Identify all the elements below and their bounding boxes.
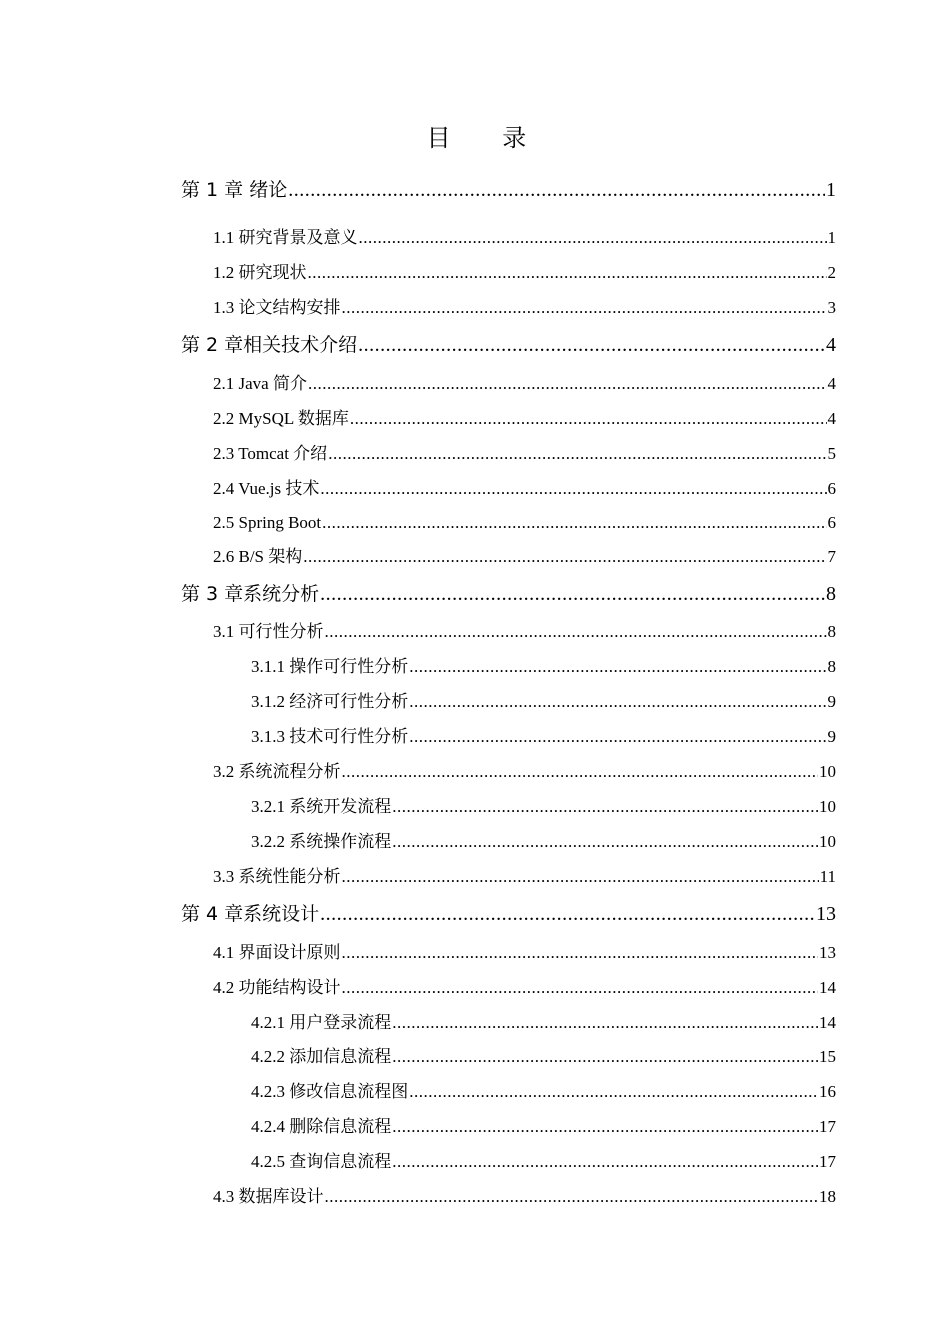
toc-entry-label: 2.6 B/S 架构 <box>213 547 303 566</box>
toc-page-number: 7 <box>827 547 836 566</box>
dot-leader <box>342 941 819 965</box>
toc-section-entry[interactable] <box>213 620 836 644</box>
dot-leader <box>328 442 826 466</box>
dot-leader <box>392 1115 818 1139</box>
toc-page-number: 8 <box>827 657 836 676</box>
toc-section-entry[interactable] <box>213 477 836 501</box>
dot-leader <box>409 690 826 714</box>
toc-entry-label: 4.2.4 删除信息流程 <box>251 1117 392 1136</box>
toc-page-number: 2 <box>827 263 836 282</box>
toc-entry-label: 1.1 研究背景及意义 <box>213 228 358 247</box>
toc-entry-label: 4.2.1 用户登录流程 <box>251 1013 392 1032</box>
dot-leader <box>342 296 827 320</box>
toc-page-number: 15 <box>819 1047 836 1066</box>
toc-section-entry[interactable] <box>213 226 836 250</box>
toc-page-number: 1 <box>827 228 836 247</box>
toc-entry-label: 2.3 Tomcat 介绍 <box>213 444 328 463</box>
toc-section-entry[interactable] <box>213 407 836 431</box>
toc-entry-label: 4.2 功能结构设计 <box>213 978 341 997</box>
dot-leader <box>320 477 826 501</box>
dot-leader <box>308 372 827 396</box>
toc-page-number: 4 <box>826 334 836 356</box>
toc-page-number: 10 <box>819 762 836 781</box>
dot-leader <box>320 580 825 608</box>
toc-entry-label: 3.1.2 经济可行性分析 <box>251 692 409 711</box>
toc-entry-label: 1.2 研究现状 <box>213 263 307 282</box>
toc-page-number: 4 <box>827 409 836 428</box>
toc-entry-label: 4.2.2 添加信息流程 <box>251 1047 392 1066</box>
toc-entry-label: 3.2.1 系统开发流程 <box>251 797 392 816</box>
toc-page-number: 10 <box>819 832 836 851</box>
toc-section-entry[interactable] <box>213 372 836 396</box>
toc-section-entry[interactable] <box>213 941 836 965</box>
toc-section-entry[interactable] <box>213 1185 836 1209</box>
toc-page-number: 8 <box>826 583 836 605</box>
dot-leader <box>320 900 815 928</box>
dot-leader <box>359 226 827 250</box>
toc-subsection-entry[interactable] <box>251 795 836 819</box>
toc-entry-label: 3.2.2 系统操作流程 <box>251 832 392 851</box>
toc-page-number: 6 <box>827 479 836 498</box>
toc-subsection-entry[interactable] <box>251 725 836 749</box>
dot-leader <box>392 1045 818 1069</box>
toc-page-number: 3 <box>827 298 836 317</box>
toc-page-number: 11 <box>819 867 836 886</box>
toc-page-number: 14 <box>819 1013 836 1032</box>
dot-leader <box>409 1080 818 1104</box>
toc-section-entry[interactable] <box>213 976 836 1000</box>
toc-page-number: 9 <box>827 727 836 746</box>
toc-entry-label: 4.2.5 查询信息流程 <box>251 1152 392 1171</box>
toc-entry-label: 3.2 系统流程分析 <box>213 762 341 781</box>
toc-entry-label: 2.4 Vue.js 技术 <box>213 479 320 498</box>
toc-section-entry[interactable] <box>213 511 836 535</box>
toc-entry-label: 第 4 章系统设计 <box>181 903 320 925</box>
toc-title: 目 录 <box>426 124 549 152</box>
toc-page-number: 10 <box>819 797 836 816</box>
toc-page-number: 1 <box>826 179 836 201</box>
toc-chapter-entry[interactable] <box>181 331 836 359</box>
toc-subsection-entry[interactable] <box>251 1011 836 1035</box>
toc-entry-label: 4.2.3 修改信息流程图 <box>251 1082 409 1101</box>
dot-leader <box>358 331 825 359</box>
toc-entry-label: 4.1 界面设计原则 <box>213 943 341 962</box>
dot-leader <box>325 620 827 644</box>
dot-leader <box>342 865 819 889</box>
toc-page-number: 9 <box>827 692 836 711</box>
toc-section-entry[interactable] <box>213 760 836 784</box>
toc-page-number: 8 <box>827 622 836 641</box>
toc-entry-label: 3.1.3 技术可行性分析 <box>251 727 409 746</box>
toc-subsection-entry[interactable] <box>251 690 836 714</box>
dot-leader <box>342 760 819 784</box>
toc-entry-label: 3.1.1 操作可行性分析 <box>251 657 409 676</box>
toc-page-number: 13 <box>819 943 836 962</box>
toc-section-entry[interactable] <box>213 865 836 889</box>
toc-page-number: 18 <box>819 1187 836 1206</box>
toc-page-number: 17 <box>819 1117 836 1136</box>
toc-section-entry[interactable] <box>213 261 836 285</box>
dot-leader <box>322 511 826 535</box>
toc-subsection-entry[interactable] <box>251 1115 836 1139</box>
toc-page-number: 4 <box>827 374 836 393</box>
toc-section-entry[interactable] <box>213 442 836 466</box>
toc-subsection-entry[interactable] <box>251 830 836 854</box>
toc-section-entry[interactable] <box>213 545 836 569</box>
toc-entry-label: 第 2 章相关技术介绍 <box>181 334 358 356</box>
toc-subsection-entry[interactable] <box>251 1045 836 1069</box>
toc-section-entry[interactable] <box>213 296 836 320</box>
dot-leader <box>392 830 818 854</box>
toc-chapter-entry[interactable] <box>181 176 836 204</box>
toc-page-number: 5 <box>827 444 836 463</box>
toc-page-number: 6 <box>827 513 836 532</box>
toc-subsection-entry[interactable] <box>251 655 836 679</box>
dot-leader <box>409 725 826 749</box>
toc-subsection-entry[interactable] <box>251 1150 836 1174</box>
toc-page-number: 16 <box>819 1082 836 1101</box>
toc-subsection-entry[interactable] <box>251 1080 836 1104</box>
toc-entry-label: 2.2 MySQL 数据库 <box>213 409 349 428</box>
toc-entry-label: 3.1 可行性分析 <box>213 622 324 641</box>
toc-page-number: 13 <box>816 903 836 925</box>
dot-leader <box>350 407 827 431</box>
toc-entry-label: 3.3 系统性能分析 <box>213 867 341 886</box>
dot-leader <box>342 976 819 1000</box>
dot-leader <box>392 1150 818 1174</box>
toc-entry-label: 第 1 章 绪论 <box>181 179 288 201</box>
toc-entry-label: 4.3 数据库设计 <box>213 1187 324 1206</box>
dot-leader <box>392 795 818 819</box>
dot-leader <box>303 545 826 569</box>
dot-leader <box>325 1185 819 1209</box>
dot-leader <box>288 176 825 204</box>
toc-chapter-entry[interactable] <box>181 900 836 928</box>
toc-page-number: 17 <box>819 1152 836 1171</box>
dot-leader <box>409 655 826 679</box>
toc-page-number: 14 <box>819 978 836 997</box>
toc-entry-label: 第 3 章系统分析 <box>181 583 320 605</box>
toc-entry-label: 1.3 论文结构安排 <box>213 298 341 317</box>
toc-entry-label: 2.5 Spring Boot <box>213 513 322 532</box>
toc-entry-label: 2.1 Java 简介 <box>213 374 307 393</box>
dot-leader <box>392 1011 818 1035</box>
dot-leader <box>308 261 827 285</box>
toc-chapter-entry[interactable] <box>181 580 836 608</box>
